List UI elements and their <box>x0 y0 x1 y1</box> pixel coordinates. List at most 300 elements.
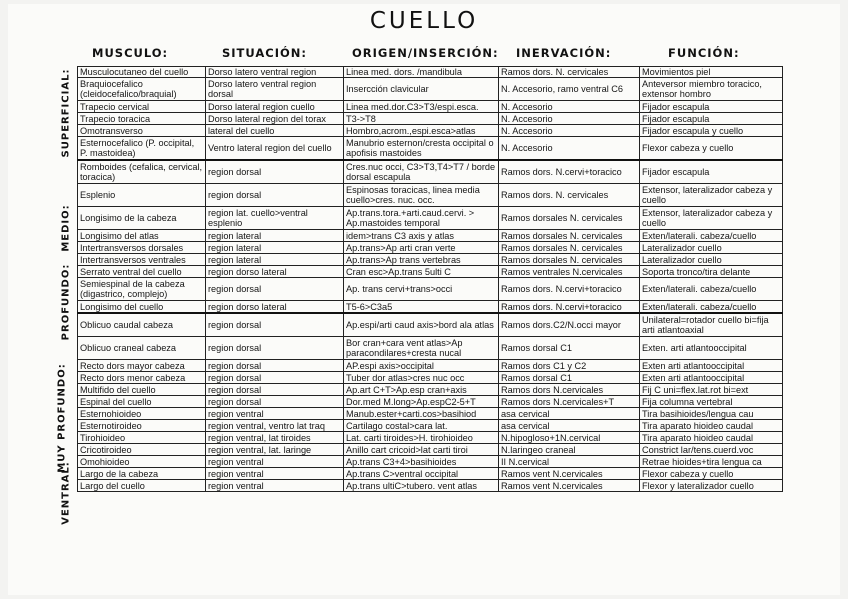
inervacion-cell <box>499 420 640 432</box>
cell-text: region lateral <box>208 242 262 253</box>
cell-text: Ramos dors. N. cervicales <box>501 190 609 200</box>
musculo-cell <box>78 125 206 137</box>
table-row <box>78 337 783 360</box>
funcion-cell <box>640 420 783 432</box>
situacion-cell <box>206 360 344 372</box>
cell-text: Ramos dorsal C1 <box>501 372 572 383</box>
cell-text: region lateral <box>208 254 262 265</box>
cell-text: Exten/laterali. cabeza/cuello <box>642 284 757 294</box>
musculo-cell <box>78 184 206 207</box>
origen-insercion-cell <box>344 101 499 113</box>
situacion-cell <box>206 207 344 230</box>
cell-text: Ramos dors. N.cervi+toracico <box>501 301 622 312</box>
situacion-cell <box>206 337 344 360</box>
cell-text: Braquiocefalico (cleidocefalico/braquial) <box>80 79 177 99</box>
origen-insercion-cell <box>344 160 499 184</box>
inervacion-cell <box>499 408 640 420</box>
situacion-cell <box>206 254 344 266</box>
cell-text: Tira basihioides/lengua cau <box>642 408 754 419</box>
funcion-cell <box>640 396 783 408</box>
cell-text: region dorsal <box>208 360 262 371</box>
inervacion-cell <box>499 444 640 456</box>
situacion-cell <box>206 420 344 432</box>
table-row <box>78 207 783 230</box>
musculo-cell <box>78 242 206 254</box>
situacion-cell <box>206 408 344 420</box>
inervacion-cell <box>499 301 640 314</box>
situacion-cell <box>206 101 344 113</box>
musculo-cell <box>78 278 206 301</box>
cell-text: N. Accesorio <box>501 143 553 153</box>
cell-text: Dor.med M.long>Ap.espC2-5+T <box>346 396 476 407</box>
table-row <box>78 254 783 266</box>
cell-text: Ramos dors C1 y C2 <box>501 360 587 371</box>
funcion-cell <box>640 384 783 396</box>
table-row <box>78 78 783 101</box>
cell-text: Longisimo del cuello <box>80 301 164 312</box>
origen-insercion-cell <box>344 67 499 78</box>
origen-insercion-cell <box>344 184 499 207</box>
cell-text: Exten arti atlantooccipital <box>642 360 745 371</box>
cell-text: Espinosas toracicas, linea media cuello>cres. nuc. occ. <box>346 185 480 205</box>
musculo-cell <box>78 207 206 230</box>
cell-text: Esternohioideo <box>80 408 142 419</box>
cell-text: Tira aparato hioideo caudal <box>642 432 754 443</box>
header-situacion: SITUACIÓN: <box>222 46 308 60</box>
cell-text: Extensor, lateralizador cabeza y cuello <box>642 208 773 228</box>
funcion-cell <box>640 337 783 360</box>
funcion-cell <box>640 113 783 125</box>
cell-text: Ap.trans C3+4>basihioides <box>346 456 457 467</box>
cell-text: Exten. arti atlantooccipital <box>642 343 747 353</box>
cell-text: Fijador escapula <box>642 167 710 177</box>
cell-text: Ramos dorsales N. cervicales <box>501 213 623 223</box>
musculo-cell <box>78 230 206 242</box>
table-row <box>78 396 783 408</box>
cell-text: Exten arti atlantooccipital <box>642 372 745 383</box>
musculo-cell <box>78 101 206 113</box>
cell-text: Semiespinal de la cabeza (digastrico, complejo) <box>80 279 185 299</box>
cell-text: Constrict lar/tens.cuerd.voc <box>642 444 754 455</box>
musculo-cell <box>78 360 206 372</box>
situacion-cell <box>206 301 344 314</box>
cell-text: Lateralizador cuello <box>642 254 722 265</box>
section-label-medio: MEDIO: <box>60 204 72 252</box>
table-row <box>78 480 783 492</box>
cell-text: Ap.trans C>ventral occipital <box>346 468 459 479</box>
cell-text: Retrae hioides+tira lengua ca <box>642 456 762 467</box>
table-row <box>78 301 783 314</box>
page-title: CUELLO <box>369 8 479 34</box>
cell-text: Lateralizador cuello <box>642 242 722 253</box>
table-row <box>78 313 783 337</box>
section-label-superficial: SUPERFICIAL: <box>60 68 72 158</box>
cell-text: Multifido del cuello <box>80 384 156 395</box>
situacion-cell <box>206 432 344 444</box>
musculo-cell <box>78 456 206 468</box>
origen-insercion-cell <box>344 230 499 242</box>
musculo-cell <box>78 337 206 360</box>
musculo-cell <box>78 420 206 432</box>
musculo-cell <box>78 396 206 408</box>
funcion-cell <box>640 67 783 78</box>
cell-text: asa cervical <box>501 408 550 419</box>
situacion-cell <box>206 266 344 278</box>
cell-text: Ap. trans cervi+trans>occi <box>346 284 453 294</box>
cell-text: Ramos dors N.cervicales <box>501 384 604 395</box>
header-funcion: FUNCIÓN: <box>668 46 740 60</box>
musculo-cell <box>78 408 206 420</box>
cell-text: N.laringeo craneal <box>501 444 576 455</box>
funcion-cell <box>640 160 783 184</box>
origen-insercion-cell <box>344 420 499 432</box>
table-row <box>78 242 783 254</box>
cell-text: Intertransversos ventrales <box>80 254 186 265</box>
table-row <box>78 278 783 301</box>
inervacion-cell <box>499 101 640 113</box>
inervacion-cell <box>499 125 640 137</box>
funcion-cell <box>640 125 783 137</box>
section-label-profundo: PROFUNDO: <box>60 263 72 341</box>
table-row <box>78 420 783 432</box>
cell-text: region ventral, lat. laringe <box>208 444 312 455</box>
musculo-cell <box>78 67 206 78</box>
cell-text: Manubrio esternon/cresta occipital o apofisis mastoides <box>346 138 494 158</box>
cell-text: N.hipogloso+1N.cervical <box>501 432 601 443</box>
funcion-cell <box>640 137 783 161</box>
cell-text: Dorso lateral region cuello <box>208 101 315 112</box>
musculo-cell <box>78 313 206 337</box>
funcion-cell <box>640 242 783 254</box>
musculo-cell <box>78 372 206 384</box>
funcion-cell <box>640 432 783 444</box>
table-row <box>78 360 783 372</box>
situacion-cell <box>206 384 344 396</box>
musculo-cell <box>78 137 206 161</box>
situacion-cell <box>206 137 344 161</box>
funcion-cell <box>640 372 783 384</box>
cell-text: Esternocefalico (P. occipital, P. mastoidea) <box>80 138 195 158</box>
table-row <box>78 468 783 480</box>
cell-text: region dorsal <box>208 190 262 200</box>
cell-text: Longisimo del atlas <box>80 230 159 241</box>
funcion-cell <box>640 301 783 314</box>
cell-text: region dorsal <box>208 372 262 383</box>
cell-text: Cartilago costal>cara lat. <box>346 420 448 431</box>
cell-text: Ramos dorsales N. cervicales <box>501 254 623 265</box>
cell-text: region ventral <box>208 456 264 467</box>
cell-text: region ventral <box>208 408 264 419</box>
funcion-cell <box>640 101 783 113</box>
situacion-cell <box>206 67 344 78</box>
origen-insercion-cell <box>344 456 499 468</box>
cell-text: Largo del cuello <box>80 480 145 491</box>
cell-text: Fijador escapula <box>642 101 710 112</box>
cell-text: Ramos dors N.cervicales+T <box>501 396 615 407</box>
cell-text: Ramos vent N.cervicales <box>501 468 603 479</box>
origen-insercion-cell <box>344 384 499 396</box>
cell-text: Anillo cart cricoid>lat carti tiroi <box>346 444 468 455</box>
cell-text: Serrato ventral del cuello <box>80 266 182 277</box>
cell-text: region dorsal <box>208 284 262 294</box>
cell-text: Extensor, lateralizador cabeza y cuello <box>642 185 773 205</box>
cell-text: Ap.trans>Ap arti cran verte <box>346 242 456 253</box>
situacion-cell <box>206 278 344 301</box>
musculo-cell <box>78 160 206 184</box>
inervacion-cell <box>499 372 640 384</box>
cell-text: Unilateral=rotador cuello bi=fija arti atlantoaxial <box>642 315 769 335</box>
funcion-cell <box>640 266 783 278</box>
cell-text: Ramos dorsales N. cervicales <box>501 242 623 253</box>
origen-insercion-cell <box>344 242 499 254</box>
situacion-cell <box>206 456 344 468</box>
cell-text: Lat. carti tiroides>H. tirohioideo <box>346 432 473 443</box>
table-row <box>78 125 783 137</box>
origen-insercion-cell <box>344 207 499 230</box>
funcion-cell <box>640 278 783 301</box>
cell-text: Musculocutaneo del cuello <box>80 67 189 77</box>
table-row <box>78 184 783 207</box>
inervacion-cell <box>499 184 640 207</box>
origen-insercion-cell <box>344 396 499 408</box>
cell-text: Linea med. dors. /mandibula <box>346 67 462 77</box>
cell-text: region ventral <box>208 468 264 479</box>
inervacion-cell <box>499 113 640 125</box>
cell-text: Cran esc>Ap.trans 5ulti C <box>346 266 451 277</box>
cell-text: Longisimo de la cabeza <box>80 213 177 223</box>
situacion-cell <box>206 78 344 101</box>
cell-text: region dorsal <box>208 343 262 353</box>
muscle-table <box>77 66 783 492</box>
inervacion-cell <box>499 313 640 337</box>
cell-text: Ramos dors. N.cervi+toracico <box>501 167 622 177</box>
cell-text: Manub.ester+carti.cos>basihiod <box>346 408 477 419</box>
musculo-cell <box>78 444 206 456</box>
cell-text: Cres.nuc occi, C3>T3,T4>T7 / borde dorsal escapula <box>346 162 496 182</box>
header-inervacion: INERVACIÓN: <box>516 46 612 60</box>
table-row <box>78 384 783 396</box>
inervacion-cell <box>499 278 640 301</box>
cell-text: Ramos dorsal C1 <box>501 343 572 353</box>
inervacion-cell <box>499 78 640 101</box>
musculo-cell <box>78 480 206 492</box>
cell-text: region dorso lateral <box>208 266 287 277</box>
situacion-cell <box>206 468 344 480</box>
cell-text: Exten/laterali. cabeza/cuello <box>642 230 757 241</box>
origen-insercion-cell <box>344 444 499 456</box>
cell-text: Recto dors menor cabeza <box>80 372 186 383</box>
cell-text: Ramos dors.C2/N.occi mayor <box>501 320 621 330</box>
origen-insercion-cell <box>344 266 499 278</box>
funcion-cell <box>640 360 783 372</box>
origen-insercion-cell <box>344 137 499 161</box>
situacion-cell <box>206 372 344 384</box>
cell-text: Trapecio cervical <box>80 101 150 112</box>
cell-text: N. Accesorio, ramo ventral C6 <box>501 84 624 94</box>
cell-text: Tuber dor atlas>cres nuc occ <box>346 372 465 383</box>
origen-insercion-cell <box>344 360 499 372</box>
cell-text: N. Accesorio <box>501 101 553 112</box>
situacion-cell <box>206 480 344 492</box>
cell-text: Recto dors mayor cabeza <box>80 360 185 371</box>
inervacion-cell <box>499 360 640 372</box>
inervacion-cell <box>499 266 640 278</box>
cell-text: Anteversor miembro toracico, extensor hombro <box>642 79 762 99</box>
origen-insercion-cell <box>344 113 499 125</box>
funcion-cell <box>640 444 783 456</box>
musculo-cell <box>78 301 206 314</box>
cell-text: Linea med.dor.C3>T3/espi.esca. <box>346 101 479 112</box>
cell-text: Omotransverso <box>80 125 143 136</box>
cell-text: Ramos dors. N. cervicales <box>501 67 609 77</box>
cell-text: Dorso latero ventral region <box>208 67 317 77</box>
origen-insercion-cell <box>344 125 499 137</box>
cell-text: region ventral, lat tiroides <box>208 432 311 443</box>
table-row <box>78 408 783 420</box>
inervacion-cell <box>499 207 640 230</box>
table-row <box>78 113 783 125</box>
cell-text: Ap.trans>Ap trans vertebras <box>346 254 461 265</box>
cell-text: region dorsal <box>208 396 262 407</box>
cell-text: Omohioideo <box>80 456 130 467</box>
inervacion-cell <box>499 396 640 408</box>
cell-text: Oblicuo craneal cabeza <box>80 343 177 353</box>
cell-text: Fijador escapula <box>642 113 710 124</box>
cell-text: Tira aparato hioideo caudal <box>642 420 754 431</box>
inervacion-cell <box>499 67 640 78</box>
funcion-cell <box>640 408 783 420</box>
cell-text: Espinal del cuello <box>80 396 152 407</box>
header-musculo: MUSCULO: <box>92 46 169 60</box>
cell-text: Ap.trans.tora.+arti.caud.cervi. > Ap.mastoides temporal <box>346 208 475 228</box>
funcion-cell <box>640 313 783 337</box>
table-row <box>78 101 783 113</box>
cell-text: N. Accesorio <box>501 125 553 136</box>
situacion-cell <box>206 113 344 125</box>
musculo-cell <box>78 254 206 266</box>
inervacion-cell <box>499 384 640 396</box>
cell-text: Dorso lateral region del torax <box>208 113 326 124</box>
funcion-cell <box>640 78 783 101</box>
cell-text: Ventro lateral region del cuello <box>208 143 332 153</box>
musculo-cell <box>78 384 206 396</box>
cell-text: Ramos dors. N.cervi+toracico <box>501 284 622 294</box>
situacion-cell <box>206 396 344 408</box>
cell-text: region dorsal <box>208 167 262 177</box>
cell-text: region lat. cuello>ventral esplenio <box>208 208 308 228</box>
header-origen-insercion: ORIGEN/INSERCIÓN: <box>352 46 499 60</box>
section-label-ventral: VENTRAL: <box>60 461 72 525</box>
cell-text: Dorso latero ventral region dorsal <box>208 79 317 99</box>
funcion-cell <box>640 254 783 266</box>
cell-text: Bor cran+cara vent atlas>Ap paracondilares+cresta nucal <box>346 338 463 358</box>
table-row <box>78 372 783 384</box>
cell-text: T5-6>C3a5 <box>346 301 393 312</box>
inervacion-cell <box>499 254 640 266</box>
table-row <box>78 230 783 242</box>
cell-text: Soporta tronco/tira delante <box>642 266 751 277</box>
cell-text: Ap.art C+T>Ap.esp cran+axis <box>346 384 467 395</box>
cell-text: Oblicuo caudal cabeza <box>80 320 173 330</box>
cell-text: Romboides (cefalica, cervical, toracica) <box>80 162 203 182</box>
situacion-cell <box>206 313 344 337</box>
cell-text: Fij C uni=flex.lat.rot bi=ext <box>642 384 749 395</box>
cell-text: idem>trans C3 axis y atlas <box>346 230 454 241</box>
situacion-cell <box>206 160 344 184</box>
musculo-cell <box>78 78 206 101</box>
cell-text: Trapecio toracica <box>80 113 151 124</box>
cell-text: asa cervical <box>501 420 550 431</box>
funcion-cell <box>640 468 783 480</box>
table-row <box>78 266 783 278</box>
cell-text: Esternotiroideo <box>80 420 142 431</box>
origen-insercion-cell <box>344 408 499 420</box>
cell-text: Tirohioideo <box>80 432 126 443</box>
cell-text: Flexor cabeza y cuello <box>642 468 734 479</box>
origen-insercion-cell <box>344 337 499 360</box>
origen-insercion-cell <box>344 468 499 480</box>
cell-text: Ramos dorsales N. cervicales <box>501 230 623 241</box>
situacion-cell <box>206 230 344 242</box>
table-row <box>78 456 783 468</box>
musculo-cell <box>78 113 206 125</box>
origen-insercion-cell <box>344 301 499 314</box>
cell-text: Exten/laterali. cabeza/cuello <box>642 301 757 312</box>
origen-insercion-cell <box>344 480 499 492</box>
cell-text: Fijador escapula y cuello <box>642 125 744 136</box>
origen-insercion-cell <box>344 432 499 444</box>
section-label-muy-profundo: MUY PROFUNDO: <box>56 363 68 473</box>
origen-insercion-cell <box>344 372 499 384</box>
funcion-cell <box>640 480 783 492</box>
situacion-cell <box>206 242 344 254</box>
cell-text: Largo de la cabeza <box>80 468 159 479</box>
cell-text: Hombro,acrom.,espi.esca>atlas <box>346 125 476 136</box>
cell-text: Ramos vent N.cervicales <box>501 480 603 491</box>
origen-insercion-cell <box>344 313 499 337</box>
musculo-cell <box>78 468 206 480</box>
origen-insercion-cell <box>344 78 499 101</box>
cell-text: Ap.espi/arti caud axis>bord ala atlas <box>346 320 494 330</box>
cell-text: region ventral <box>208 480 264 491</box>
situacion-cell <box>206 125 344 137</box>
table-row <box>78 137 783 161</box>
table-row <box>78 444 783 456</box>
inervacion-cell <box>499 230 640 242</box>
situacion-cell <box>206 184 344 207</box>
table-row <box>78 432 783 444</box>
funcion-cell <box>640 184 783 207</box>
table-row <box>78 160 783 184</box>
cell-text: region lateral <box>208 230 262 241</box>
cell-text: region dorso lateral <box>208 301 287 312</box>
musculo-cell <box>78 266 206 278</box>
origen-insercion-cell <box>344 254 499 266</box>
cell-text: Fija columna vertebral <box>642 396 733 407</box>
musculo-cell <box>78 432 206 444</box>
inervacion-cell <box>499 480 640 492</box>
table-row <box>78 67 783 78</box>
cell-text: Esplenio <box>80 190 116 200</box>
cell-text: lateral del cuello <box>208 125 275 136</box>
origen-insercion-cell <box>344 278 499 301</box>
inervacion-cell <box>499 468 640 480</box>
inervacion-cell <box>499 432 640 444</box>
cell-text: Ramos ventrales N.cervicales <box>501 266 623 277</box>
cell-text: Movimientos piel <box>642 67 711 77</box>
cell-text: region ventral, ventro lat traq <box>208 420 325 431</box>
cell-text: Flexor y lateralizador cuello <box>642 480 754 491</box>
